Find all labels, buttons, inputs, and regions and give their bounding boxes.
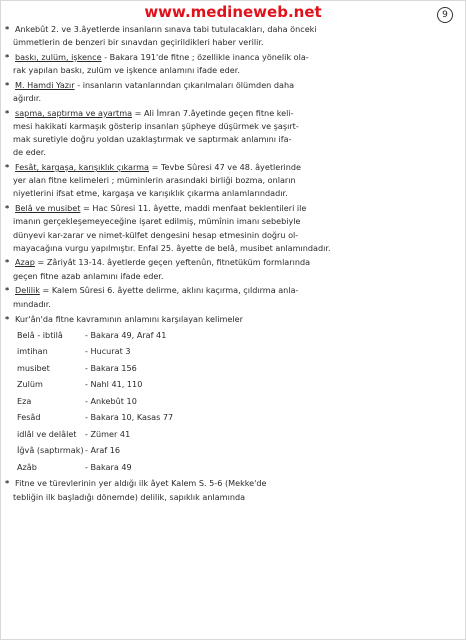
closing-note	[5, 477, 457, 503]
note-line	[13, 298, 457, 311]
note-paragraph	[5, 79, 457, 105]
list-reference: - Araf 16	[85, 445, 121, 456]
closing-line: tebliğin ilk başladığı dönemde) delilik, sapıklık anlamında	[13, 491, 246, 502]
line-text: rak yapılan baskı, zulüm ve işkence anlamını ifade eder.	[13, 65, 240, 76]
asterisk-icon: *	[5, 285, 10, 296]
list-word: Azâb	[17, 461, 37, 472]
term-label: Fesât, kargaşa, karışıklık çıkarma	[15, 162, 150, 173]
note-line	[13, 242, 457, 255]
list-word: İğvâ (saptırmak)	[17, 445, 84, 456]
note-line	[13, 92, 457, 105]
list-reference: - Ankebût 10	[85, 395, 137, 406]
line-text: - insanların vatanlarından çıkarılmaları ölümden daha	[77, 79, 295, 90]
asterisk-icon: *	[5, 203, 10, 214]
line-text: dünyevi kar-zarar ve nimet-külfet dengesini hesap etmesinin doğru ol-	[13, 229, 299, 240]
note-line	[5, 79, 457, 92]
note-paragraph	[5, 51, 457, 77]
term-label: Azap	[15, 257, 35, 268]
asterisk-icon: *	[5, 107, 10, 118]
note-line	[5, 256, 457, 269]
line-text: Ankebût 2. ve 3.âyetlerde insanların sınava tabi tutulacakları, daha önceki	[15, 24, 317, 34]
asterisk-icon: *	[5, 51, 10, 62]
term-label: M. Hamdi Yazır	[15, 79, 75, 90]
list-word: imtihan	[17, 346, 48, 357]
note-paragraph	[5, 284, 457, 310]
asterisk-icon: *	[5, 478, 10, 489]
note-line	[5, 23, 457, 36]
list-item	[17, 442, 457, 459]
list-reference: - Bakara 156	[85, 362, 137, 373]
note-line	[5, 202, 457, 215]
asterisk-icon: *	[5, 313, 10, 324]
notes-content	[5, 23, 457, 504]
closing-line: * Fitne ve türevlerinin yer aldığı ilk âyet Kalem S. 5-6 (Mekke'de	[5, 477, 457, 490]
list-reference: - Bakara 49	[85, 461, 132, 472]
list-item	[17, 393, 457, 410]
line-text: mayacağına vurgu yapılmıştır. Enfal 25. âyette de belâ, musibet anlamındadır.	[13, 242, 331, 253]
list-item	[17, 376, 457, 393]
term-label: Delilik	[15, 285, 40, 296]
line-text: geçen fitne azab anlamını ifade eder.	[13, 270, 164, 281]
line-text: ağırdır.	[13, 93, 42, 104]
note-paragraph	[5, 256, 457, 282]
list-reference: - Bakara 49, Araf 41	[85, 329, 167, 340]
note-line	[13, 120, 457, 133]
note-paragraph	[5, 161, 457, 201]
list-item	[17, 343, 457, 360]
note-line	[5, 51, 457, 64]
note-line	[5, 107, 457, 120]
asterisk-icon: *	[5, 24, 10, 34]
list-word: Eza	[17, 395, 32, 406]
note-line	[13, 36, 457, 49]
note-line	[5, 161, 457, 174]
line-text: de eder.	[13, 147, 46, 158]
asterisk-icon: *	[5, 257, 10, 268]
note-line	[13, 133, 457, 146]
page-number: 9	[437, 7, 453, 23]
note-paragraph	[5, 202, 457, 255]
list-reference: - Hucurat 3	[85, 346, 131, 357]
list-title: * Kur'ân'da fitne kavramının anlamını karşılayan kelimeler	[5, 313, 457, 326]
asterisk-icon: *	[5, 79, 10, 90]
line-text: niyetlerini ifsat etme, kargaşa ve karışıklık çıkarma anlamlarındadır.	[13, 188, 288, 199]
line-text: - Bakara 191'de fitne ; özellikle inanca yönelik ola-	[104, 51, 309, 62]
note-line	[13, 215, 457, 228]
line-text: = Zâriyât 13-14. âyetlerde geçen yeftenûn, fitnetüküm formlarında	[37, 257, 311, 268]
list-item	[17, 459, 457, 476]
list-word: idlâl ve delâlet	[17, 428, 77, 439]
term-label: Belâ ve musibet	[15, 203, 81, 214]
list-item	[17, 360, 457, 377]
line-text: = Hac Sûresi 11. âyette, maddi menfaat beklentileri ile	[83, 203, 307, 214]
line-text: = Tevbe Sûresi 47 ve 48. âyetlerinde	[151, 162, 302, 173]
term-label: baskı, zulüm, işkence	[15, 51, 102, 62]
list-reference: - Zümer 41	[85, 428, 131, 439]
line-text: imanın gerçekleşemeyeceğine işaret edilmiş, mümînin imanı sebebiyle	[13, 216, 301, 227]
list-word: Belâ - ibtilâ	[17, 329, 63, 340]
term-label: sapma, saptırma ve ayartma	[15, 107, 133, 118]
note-paragraph	[5, 107, 457, 160]
asterisk-icon: *	[5, 162, 10, 173]
note-line	[13, 187, 457, 200]
note-line	[13, 174, 457, 187]
list-item	[17, 409, 457, 426]
line-text: yer alan fitne kelimeleri ; müminlerin arasındaki birliği bozma, onların	[13, 175, 296, 186]
list-word: musibet	[17, 362, 50, 373]
word-list	[17, 327, 457, 476]
line-text: mesi hakikati karmaşık gösterip insanları şüpheye düşürmek ve şaşırt-	[13, 120, 299, 131]
note-line	[13, 270, 457, 283]
list-item	[17, 426, 457, 443]
site-header[interactable]: www.medineweb.net	[144, 3, 322, 21]
note-line	[13, 146, 457, 159]
note-paragraph	[5, 23, 457, 49]
line-text: ümmetlerin de benzeri bir sınavdan geçirildikleri haber verilir.	[13, 37, 264, 48]
line-text: = Ali İmran 7.âyetinde geçen fitne keli-	[134, 107, 294, 118]
note-line	[13, 229, 457, 242]
list-reference: - Bakara 10, Kasas 77	[85, 412, 174, 423]
note-line	[13, 64, 457, 77]
list-item	[17, 327, 457, 344]
list-word: Fesâd	[17, 412, 41, 423]
line-text: mak suretiyle doğru yoldan uzaklaştırmak ve saptırmak anlamını ifa-	[13, 134, 292, 145]
list-word: Zulüm	[17, 379, 43, 390]
line-text: = Kalem Sûresi 6. âyette delirme, aklını kaçırma, çıldırma anla-	[42, 285, 299, 296]
list-reference: - Nahl 41, 110	[85, 379, 143, 390]
note-line	[5, 284, 457, 297]
line-text: mındadır.	[13, 298, 51, 309]
